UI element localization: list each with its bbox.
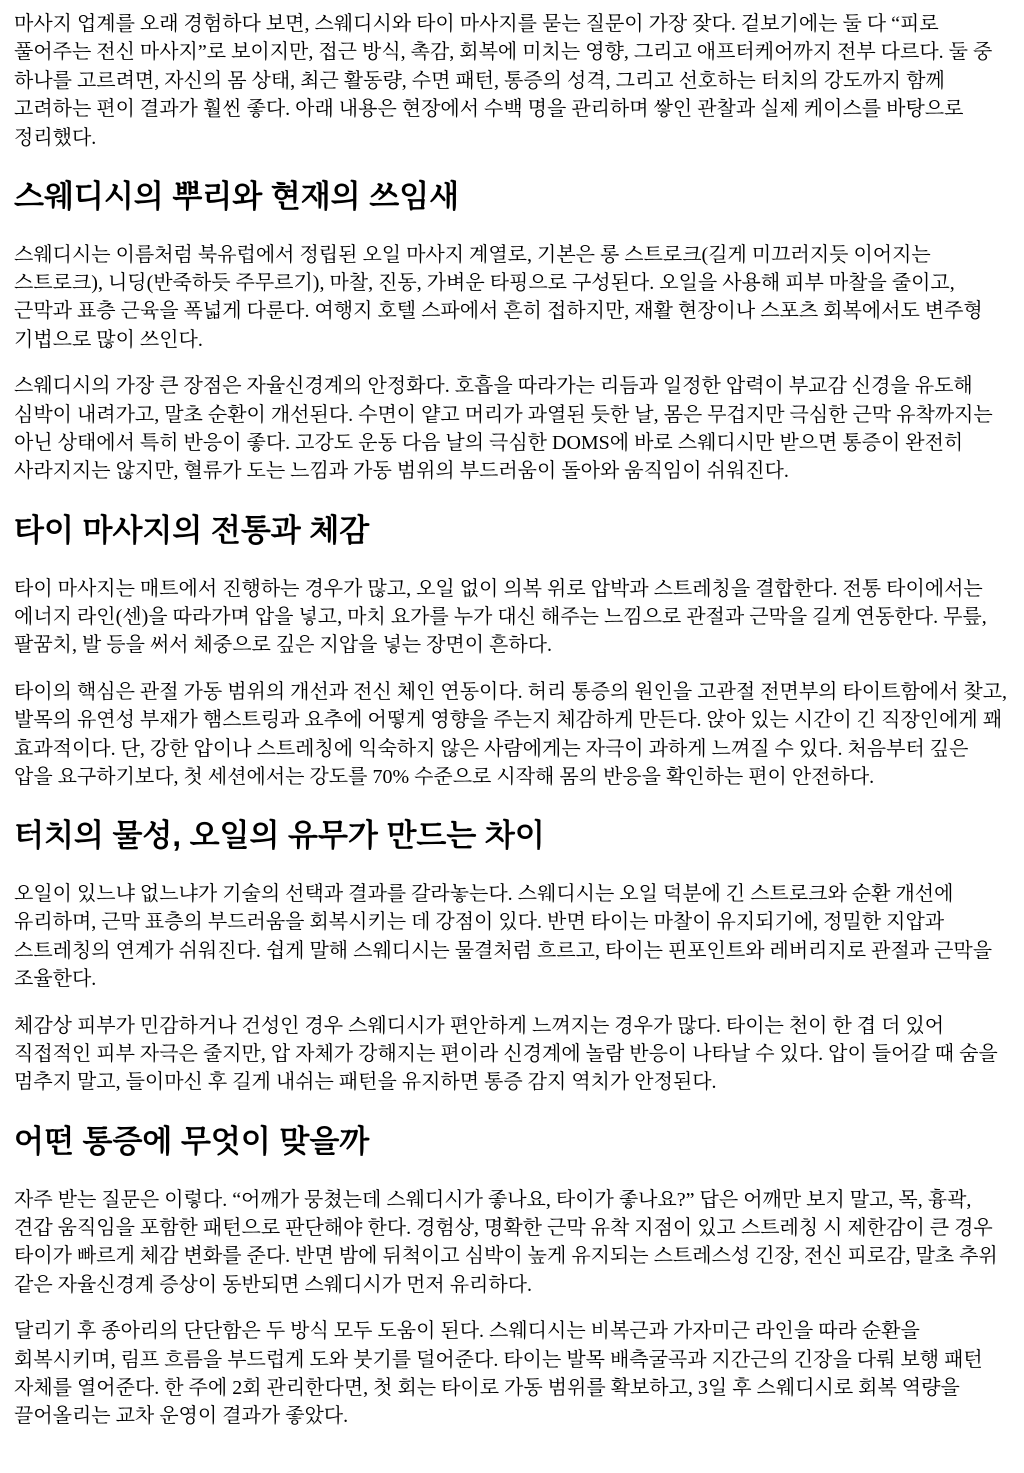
section-heading: 어떤 통증에 무엇이 맞을까 bbox=[14, 1123, 370, 1159]
section-heading: 스웨디시의 뿌리와 현재의 쓰임새 bbox=[14, 178, 460, 214]
section-heading: 타이 마사지의 전통과 체감 bbox=[14, 512, 370, 548]
section-which-pain bbox=[14, 1123, 1010, 1431]
body-paragraph: 오일이 있느냐 없느냐가 기술의 선택과 결과를 갈라놓는다. 스웨디시는 오일 덕분에 긴 스트로크와 순환 개선에 유리하며, 근막 표층의 부드러움을 회복시키는 데 강점이 있다. 반면 타이는 마찰이 유지되기에, 정밀한 지압과 스트레칭의 연계가 쉬워진다. 쉽게 말해 스웨디시는 물결처럼 흐르고, 타이는 핀포인트와 레버리지로 관절과 근막을 조율한다. bbox=[14, 883, 993, 991]
body-paragraph: 타이 마사지는 매트에서 진행하는 경우가 많고, 오일 없이 의복 위로 압박과 스트레칭을 결합한다. 전통 타이에서는 에너지 라인(센)을 따라가며 압을 넣고, 마치 요가를 누가 대신 해주는 느낌으로 관절과 근막을 길게 연동한다. 무릎, 팔꿈치, 발 등을 써서 체중으로 깊은 지압을 넣는 장면이 흔하다. bbox=[14, 577, 987, 657]
section-touch-oil-difference bbox=[14, 817, 1010, 1096]
body-paragraph: 타이의 핵심은 관절 가동 범위의 개선과 전신 체인 연동이다. 허리 통증의 원인을 고관절 전면부의 타이트함에서 찾고, 발목의 유연성 부재가 햄스트링과 요추에 어떻게 영향을 주는지 체감하게 만든다. 앉아 있는 시간이 긴 직장인에게 꽤 효과적이다. 단, 강한 압이나 스트레칭에 익숙하지 않은 사람에게는 자극이 과하게 느껴질 수 있다. 처음부터 깊은 압을 요구하기보다, 첫 세션에서는 강도를 70% 수준으로 시작해 몸의 반응을 확인하는 편이 안전하다. bbox=[14, 680, 1008, 788]
body-paragraph: 스웨디시는 이름처럼 북유럽에서 정립된 오일 마사지 계열로, 기본은 롱 스트로크(길게 미끄러지듯 이어지는 스트로크), 니딩(반죽하듯 주무르기), 마찰, 진동, 가벼운 타핑으로 구성된다. 오일을 사용해 피부 마찰을 줄이고, 근막과 표층 근육을 폭넓게 다룬다. 여행지 호텔 스파에서 흔히 접하지만, 재활 현장이나 스포츠 회복에서도 변주형 기법으로 많이 쓰인다. bbox=[14, 243, 983, 351]
body-paragraph: 달리기 후 종아리의 단단함은 두 방식 모두 도움이 된다. 스웨디시는 비복근과 가자미근 라인을 따라 순환을 회복시키며, 림프 흐름을 부드럽게 도와 붓기를 덜어준다. 타이는 발목 배측굴곡과 지간근의 긴장을 다뤄 보행 패턴 자체를 열어준다. 한 주에 2회 관리한다면, 첫 회는 타이로 가동 범위를 확보하고, 3일 후 스웨디시로 회복 역량을 끌어올리는 교차 운영이 결과가 좋았다. bbox=[14, 1320, 983, 1428]
section-heading: 터치의 물성, 오일의 유무가 만드는 차이 bbox=[14, 818, 545, 854]
body-paragraph: 체감상 피부가 민감하거나 건성인 경우 스웨디시가 편안하게 느껴지는 경우가 많다. 타이는 천이 한 겹 더 있어 직접적인 피부 자극은 줄지만, 압 자체가 강해지는 편이라 신경계에 놀람 반응이 나타날 수 있다. 압이 들어갈 때 숨을 멈추지 말고, 들이마신 후 길게 내쉬는 패턴을 유지하면 통증 감지 역치가 안정된다. bbox=[14, 1014, 998, 1094]
section-thai-tradition bbox=[14, 512, 1010, 791]
section-swedish-roots bbox=[14, 178, 1010, 486]
body-paragraph: 스웨디시의 가장 큰 장점은 자율신경계의 안정화다. 호흡을 따라가는 리듬과 일정한 압력이 부교감 신경을 유도해 심박이 내려가고, 말초 순환이 개선된다. 수면이 얕고 머리가 과열된 듯한 날, 몸은 무겁지만 극심한 근막 유착까지는 아닌 상태에서 특히 반응이 좋다. 고강도 운동 다음 날의 극심한 DOMS에 바로 스웨디시만 받으면 통증이 완전히 사라지지는 않지만, 혈류가 도는 느낌과 가동 범위의 부드러움이 돌아와 움직임이 쉬워진다. bbox=[14, 375, 993, 483]
body-paragraph: 자주 받는 질문은 이렇다. “어깨가 뭉쳤는데 스웨디시가 좋나요, 타이가 좋나요?” 답은 어깨만 보지 말고, 목, 흉곽, 견갑 움직임을 포함한 패턴으로 판단해야 한다. 경험상, 명확한 근막 유착 지점이 있고 스트레칭 시 제한감이 큰 경우 타이가 빠르게 체감 변화를 준다. 반면 밤에 뒤척이고 심박이 높게 유지되는 스트레스성 긴장, 전신 피로감, 말초 추위 같은 자율신경계 증상이 동반되면 스웨디시가 먼저 유리하다. bbox=[14, 1188, 998, 1296]
intro-paragraph: 마사지 업계를 오래 경험하다 보면, 스웨디시와 타이 마사지를 묻는 질문이 가장 잦다. 겉보기에는 둘 다 “피로 풀어주는 전신 마사지”로 보이지만, 접근 방식, 촉감, 회복에 미치는 영향, 그리고 애프터케어까지 전부 다르다. 둘 중 하나를 고르려면, 자신의 몸 상태, 최근 활동량, 수면 패턴, 통증의 성격, 그리고 선호하는 터치의 강도까지 함께 고려하는 편이 결과가 훨씬 좋다. 아래 내용은 현장에서 수백 명을 관리하며 쌓인 관찰과 실제 케이스를 바탕으로 정리했다. bbox=[14, 13, 993, 149]
